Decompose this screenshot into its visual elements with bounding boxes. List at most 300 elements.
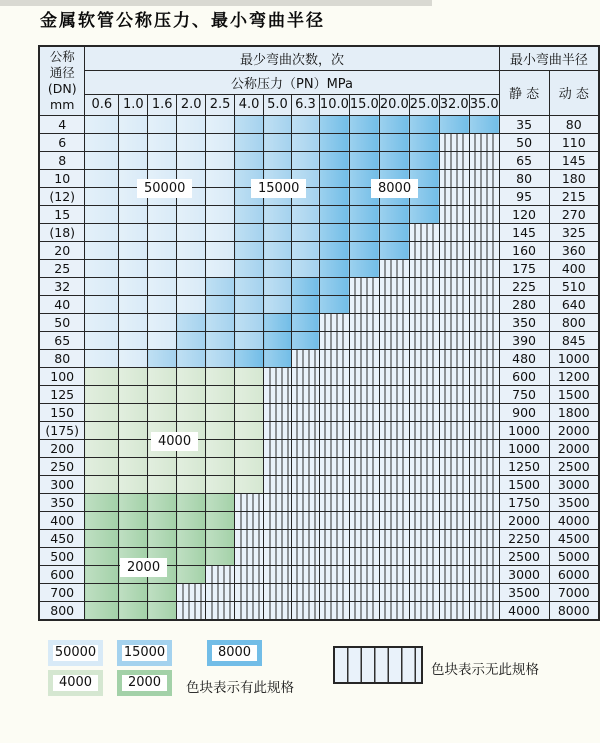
table-row [39,115,599,133]
spec-cell [409,115,439,133]
no-spec-cell [349,421,379,439]
no-spec-cell [264,601,292,620]
no-spec-cell [469,511,499,529]
table-row [39,313,599,331]
spec-cell [119,223,148,241]
no-spec-cell [291,475,319,493]
no-spec-cell [379,547,409,565]
spec-cell [177,385,206,403]
dn-cell: (12) [39,187,85,205]
spec-cell [349,223,379,241]
region-label-4000: 4000 [151,432,198,451]
spec-cell [85,313,119,331]
no-spec-cell [206,565,235,583]
no-spec-cell [264,511,292,529]
spec-cell [119,295,148,313]
spec-cell [85,133,119,151]
no-spec-cell [319,385,349,403]
no-spec-cell [469,331,499,349]
no-spec-cell [349,565,379,583]
no-spec-cell [439,511,469,529]
no-spec-cell [235,547,264,565]
radius-header: 最小弯曲半径 [499,46,599,70]
spec-cell [206,547,235,565]
dn-header-line: (DN) [47,80,77,96]
spec-cell [85,511,119,529]
spec-cell [235,457,264,475]
no-spec-cell [469,475,499,493]
table-row [39,601,599,620]
no-spec-cell [469,259,499,277]
spec-cell [349,241,379,259]
spec-cell [264,241,292,259]
spec-cell [264,259,292,277]
spec-cell [148,349,177,367]
dn-cell: 150 [39,403,85,421]
no-spec-cell [439,187,469,205]
no-spec-cell [409,439,439,457]
spec-cell [85,565,119,583]
no-spec-cell [469,565,499,583]
no-spec-cell [379,421,409,439]
dynamic-value-cell: 1500 [549,385,599,403]
spec-cell [319,133,349,151]
no-spec-cell [379,331,409,349]
dn-cell: 100 [39,367,85,385]
spec-cell [119,493,148,511]
spec-cell [291,223,319,241]
table-row [39,259,599,277]
no-spec-cell [409,349,439,367]
spec-cell [177,403,206,421]
spec-cell [119,385,148,403]
no-spec-cell [409,223,439,241]
no-spec-cell [379,583,409,601]
spec-cell [235,475,264,493]
no-spec-cell [264,385,292,403]
no-spec-cell [409,421,439,439]
table-row [39,529,599,547]
spec-cell [148,457,177,475]
dynamic-value-cell: 2000 [549,421,599,439]
spec-cell [148,529,177,547]
no-spec-cell [319,511,349,529]
no-spec-cell [409,403,439,421]
static-value-cell: 2250 [499,529,549,547]
dn-cell: 700 [39,583,85,601]
no-spec-cell [379,295,409,313]
static-value-cell: 390 [499,331,549,349]
spec-cell [264,133,292,151]
spec-cell [119,421,148,439]
dynamic-value-cell: 845 [549,331,599,349]
no-spec-cell [439,403,469,421]
table-row [39,421,599,439]
no-spec-cell [291,457,319,475]
dynamic-value-cell: 1800 [549,403,599,421]
static-header: 静 态 [499,70,549,115]
no-spec-cell [469,547,499,565]
table-row [39,241,599,259]
no-spec-cell [469,493,499,511]
no-spec-cell [409,475,439,493]
spec-cell [85,277,119,295]
spec-cell [319,115,349,133]
dynamic-value-cell: 325 [549,223,599,241]
spec-cell [85,457,119,475]
static-value-cell: 2500 [499,547,549,565]
no-spec-cell [439,601,469,620]
spec-cell [264,277,292,295]
spec-cell [206,403,235,421]
dn-cell: 10 [39,169,85,187]
spec-cell [349,205,379,223]
no-spec-cell [379,601,409,620]
spec-cell [206,313,235,331]
no-spec-cell [291,511,319,529]
no-spec-cell [439,565,469,583]
no-spec-cell [409,601,439,620]
legend-swatch-4000 [48,670,103,696]
spec-cell [119,529,148,547]
no-spec-cell [206,583,235,601]
spec-cell [85,439,119,457]
static-value-cell: 1500 [499,475,549,493]
spec-cell [206,439,235,457]
no-spec-cell [469,151,499,169]
spec-cell [235,241,264,259]
no-spec-cell [439,583,469,601]
no-spec-cell [469,583,499,601]
no-spec-cell [439,367,469,385]
legend-swatch-label: 50000 [54,645,97,660]
no-spec-cell [439,205,469,223]
static-value-cell: 175 [499,259,549,277]
no-spec-cell [349,601,379,620]
no-spec-cell [379,403,409,421]
static-value-cell: 350 [499,313,549,331]
no-spec-cell [291,403,319,421]
spec-cell [206,223,235,241]
no-spec-cell [469,295,499,313]
legend-swatch-8000 [207,640,262,666]
table-row [39,169,599,187]
spec-cell [206,367,235,385]
no-spec-cell [409,457,439,475]
static-value-cell: 95 [499,187,549,205]
header-row-2 [39,70,599,94]
spec-cell [439,115,469,133]
table-row [39,457,599,475]
spec-cell [148,133,177,151]
dynamic-value-cell: 8000 [549,601,599,620]
no-spec-cell [319,403,349,421]
no-spec-cell [235,529,264,547]
spec-cell [119,277,148,295]
spec-cell [85,367,119,385]
dynamic-value-cell: 1000 [549,349,599,367]
spec-cell [119,439,148,457]
spec-cell [85,547,119,565]
dn-cell: 40 [39,295,85,313]
spec-cell [206,205,235,223]
dynamic-value-cell: 3000 [549,475,599,493]
no-spec-cell [409,511,439,529]
no-spec-cell [439,385,469,403]
static-value-cell: 2000 [499,511,549,529]
dn-cell: 500 [39,547,85,565]
spec-cell [85,421,119,439]
spec-cell [148,367,177,385]
dn-cell: 250 [39,457,85,475]
no-spec-cell [409,385,439,403]
spec-cell [119,511,148,529]
dynamic-value-cell: 510 [549,277,599,295]
spec-cell [177,529,206,547]
pressure-tick: 1.0 [119,94,148,115]
spec-cell [349,133,379,151]
table-row [39,187,599,205]
spec-cell [206,133,235,151]
spec-cell [206,187,235,205]
spec-cell [85,205,119,223]
spec-cell [319,187,349,205]
table-row [39,475,599,493]
table-row [39,223,599,241]
spec-cell [235,115,264,133]
spec-cell [85,529,119,547]
static-value-cell: 65 [499,151,549,169]
region-label-2000: 2000 [120,558,167,577]
spec-cell [119,367,148,385]
spec-cell [291,115,319,133]
no-spec-cell [264,547,292,565]
no-spec-cell [409,241,439,259]
no-spec-cell [349,511,379,529]
no-spec-cell [319,421,349,439]
no-spec-cell [319,313,349,331]
no-spec-cell [291,385,319,403]
pressure-tick: 2.5 [206,94,235,115]
legend-swatch-15000 [117,640,172,666]
spec-cell [177,457,206,475]
legend-swatch-label: 2000 [122,675,167,691]
no-spec-cell [206,601,235,620]
spec-cell [177,565,206,583]
no-spec-cell [349,439,379,457]
spec-cell [206,295,235,313]
spec-cell [206,475,235,493]
spec-cell [177,223,206,241]
no-spec-cell [349,457,379,475]
no-spec-cell [319,565,349,583]
spec-cell [85,259,119,277]
dynamic-value-cell: 80 [549,115,599,133]
no-spec-cell [235,565,264,583]
spec-cell [85,223,119,241]
spec-cell [235,331,264,349]
no-spec-cell [349,367,379,385]
spec-cell [177,133,206,151]
spec-cell [235,313,264,331]
dynamic-value-cell: 215 [549,187,599,205]
spec-cell [148,313,177,331]
no-spec-cell [409,565,439,583]
spec-cell [206,151,235,169]
static-value-cell: 3500 [499,583,549,601]
spec-cell [85,115,119,133]
table-row [39,511,599,529]
no-spec-cell [379,367,409,385]
header-row-1 [39,46,599,70]
spec-cell [235,367,264,385]
dn-cell: 32 [39,277,85,295]
static-value-cell: 145 [499,223,549,241]
spec-cell [177,205,206,223]
static-value-cell: 1000 [499,421,549,439]
no-spec-cell [319,367,349,385]
spec-cell [409,133,439,151]
dynamic-value-cell: 7000 [549,583,599,601]
spec-cell [148,241,177,259]
no-spec-cell [469,421,499,439]
pressure-tick: 32.0 [439,94,469,115]
no-spec-cell [319,475,349,493]
no-spec-cell [439,295,469,313]
spec-cell [235,205,264,223]
spec-cell [148,403,177,421]
spec-cell [148,115,177,133]
dn-header-line: mm [50,96,75,112]
no-spec-cell [319,583,349,601]
no-spec-cell [235,583,264,601]
spec-cell [177,241,206,259]
region-label-15000: 15000 [251,179,306,198]
pressure-tick: 4.0 [235,94,264,115]
dn-cell: 50 [39,313,85,331]
spec-cell [119,349,148,367]
no-spec-cell [291,367,319,385]
static-value-cell: 225 [499,277,549,295]
spec-cell [319,295,349,313]
spec-cell [85,403,119,421]
spec-cell [379,115,409,133]
spec-cell [264,349,292,367]
spec-cell [319,241,349,259]
static-value-cell: 1250 [499,457,549,475]
spec-cell [85,169,119,187]
spec-cell [85,151,119,169]
spec-cell [235,295,264,313]
region-label-50000: 50000 [137,179,192,198]
no-spec-cell [409,295,439,313]
spec-cell [85,187,119,205]
spec-cell [148,511,177,529]
static-value-cell: 1000 [499,439,549,457]
spec-cell [85,475,119,493]
spec-cell [206,457,235,475]
static-value-cell: 480 [499,349,549,367]
spec-cell [119,259,148,277]
no-spec-cell [439,421,469,439]
no-spec-cell [264,565,292,583]
spec-cell [349,151,379,169]
no-spec-cell [379,259,409,277]
no-spec-cell [439,493,469,511]
no-spec-cell [235,493,264,511]
no-spec-cell [349,475,379,493]
no-spec-cell [469,529,499,547]
spec-cell [206,277,235,295]
spec-cell [349,115,379,133]
no-spec-cell [439,331,469,349]
no-spec-cell [379,475,409,493]
no-spec-cell [409,529,439,547]
spec-cell [119,601,148,620]
legend-hatch-sample [333,646,423,684]
spec-cell [177,151,206,169]
no-spec-cell [235,601,264,620]
no-spec-cell [177,583,206,601]
no-spec-cell [319,601,349,620]
spec-cell [206,169,235,187]
legend-note-has-spec: 色块表示有此规格 [186,680,294,696]
page-title: 金属软管公称压力、最小弯曲半径 [40,11,325,31]
spec-cell [148,331,177,349]
spec-cell [119,205,148,223]
spec-cell [319,259,349,277]
no-spec-cell [439,439,469,457]
pressure-tick: 5.0 [264,94,292,115]
spec-cell [85,331,119,349]
table-row [39,295,599,313]
no-spec-cell [349,547,379,565]
spec-cell [206,115,235,133]
spec-cell [379,223,409,241]
spec-cell [119,475,148,493]
no-spec-cell [379,529,409,547]
dynamic-value-cell: 640 [549,295,599,313]
no-spec-cell [291,601,319,620]
no-spec-cell [469,385,499,403]
pressure-header: 公称压力（PN）MPa [85,70,499,94]
no-spec-cell [439,349,469,367]
no-spec-cell [469,223,499,241]
spec-cell [291,241,319,259]
dn-cell: 450 [39,529,85,547]
spec-cell [119,583,148,601]
spec-cell [235,133,264,151]
spec-cell [291,259,319,277]
no-spec-cell [469,133,499,151]
pressure-tick: 1.6 [148,94,177,115]
no-spec-cell [439,475,469,493]
static-value-cell: 750 [499,385,549,403]
pressure-tick: 20.0 [379,94,409,115]
spec-cell [235,151,264,169]
pressure-tick: 25.0 [409,94,439,115]
dynamic-value-cell: 3500 [549,493,599,511]
dynamic-value-cell: 4000 [549,511,599,529]
spec-cell [177,475,206,493]
no-spec-cell [439,151,469,169]
no-spec-cell [379,385,409,403]
spec-cell [85,583,119,601]
dn-cell: 4 [39,115,85,133]
pressure-tick: 10.0 [319,94,349,115]
dynamic-value-cell: 360 [549,241,599,259]
no-spec-cell [319,547,349,565]
